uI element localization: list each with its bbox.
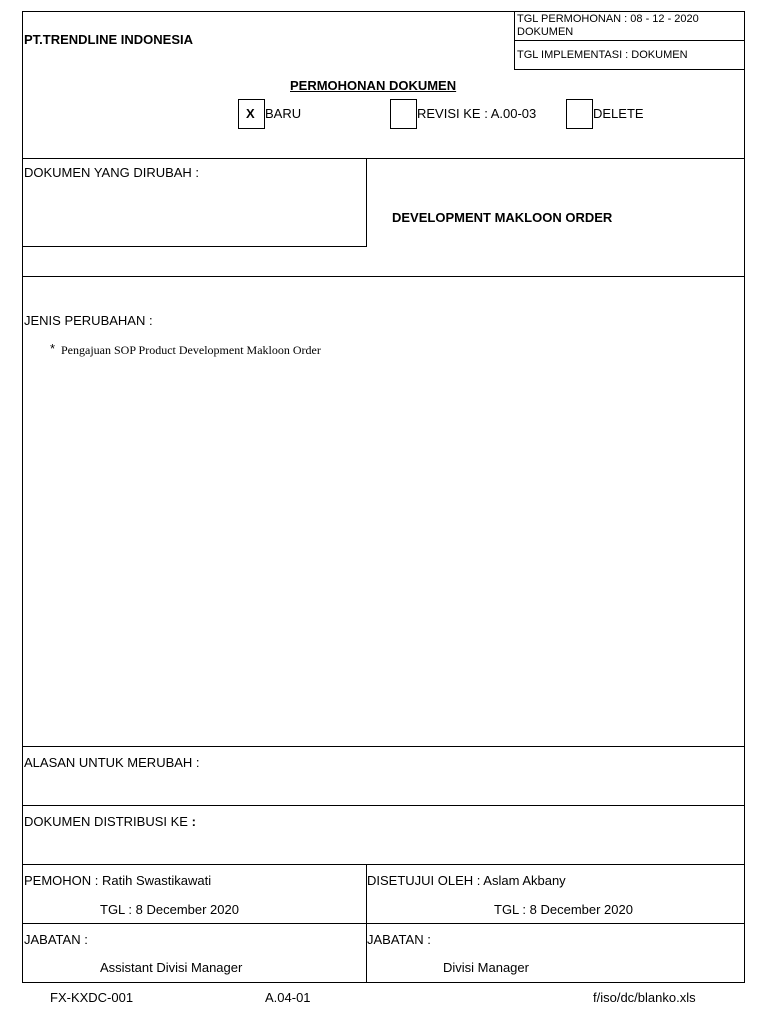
pemohon-jabatan-label: JABATAN : xyxy=(24,932,88,947)
tgl-permohonan-dokumen: DOKUMEN xyxy=(517,26,574,38)
dokumen-value: DEVELOPMENT MAKLOON ORDER xyxy=(392,210,613,225)
dokumen-bottom-line xyxy=(22,276,745,277)
alasan-bottom-line xyxy=(22,805,745,806)
header-date-separator xyxy=(514,40,745,41)
footer-form-code: FX-KXDC-001 xyxy=(50,990,134,1005)
perubahan-label: JENIS PERUBAHAN : xyxy=(24,313,153,328)
dokumen-label: DOKUMEN YANG DIRUBAH : xyxy=(24,165,200,180)
distribusi-label xyxy=(24,814,196,829)
baru-label: BARU xyxy=(265,106,302,121)
footer-revision: A.04-01 xyxy=(265,990,311,1005)
pemohon-label: PEMOHON : Ratih Swastikawati xyxy=(24,873,212,888)
disetujui-tgl: TGL : 8 December 2020 xyxy=(494,902,633,917)
disetujui-jabatan: Divisi Manager xyxy=(443,960,529,975)
signature-middle-line xyxy=(22,923,745,924)
form-frame xyxy=(22,11,745,983)
distribusi-bottom-line xyxy=(22,864,745,865)
dokumen-divider xyxy=(366,158,367,247)
baru-checkbox-mark: X xyxy=(246,106,255,121)
header-bottom-line xyxy=(22,158,745,159)
company-name: PT.TRENDLINE INDONESIA xyxy=(24,32,194,47)
pemohon-jabatan: Assistant Divisi Manager xyxy=(100,960,243,975)
revisi-label: REVISI KE : A.00-03 xyxy=(417,106,537,121)
perubahan-bottom-line xyxy=(22,746,745,747)
perubahan-bullet: * xyxy=(50,341,56,356)
form-title: PERMOHONAN DOKUMEN xyxy=(290,78,457,93)
delete-checkbox[interactable] xyxy=(566,99,593,129)
perubahan-item: Pengajuan SOP Product Development Makloon Order xyxy=(61,343,321,357)
header-date-bottom xyxy=(514,69,745,70)
disetujui-label: DISETUJUI OLEH : Aslam Akbany xyxy=(367,873,566,888)
pemohon-tgl: TGL : 8 December 2020 xyxy=(100,902,239,917)
tgl-permohonan: TGL PERMOHONAN : 08 - 12 - 2020 xyxy=(517,13,699,25)
disetujui-jabatan-label: JABATAN : xyxy=(367,932,431,947)
revisi-checkbox[interactable] xyxy=(390,99,417,129)
delete-label: DELETE xyxy=(593,106,644,121)
alasan-label: ALASAN UNTUK MERUBAH : xyxy=(24,755,200,770)
dokumen-label-bottom xyxy=(22,246,366,247)
tgl-implementasi: TGL IMPLEMENTASI : DOKUMEN xyxy=(517,49,688,61)
footer-file-path: f/iso/dc/blanko.xls xyxy=(593,990,696,1005)
distribusi-label-text: DOKUMEN DISTRIBUSI KE xyxy=(24,814,188,829)
distribusi-colon: : xyxy=(191,814,196,829)
